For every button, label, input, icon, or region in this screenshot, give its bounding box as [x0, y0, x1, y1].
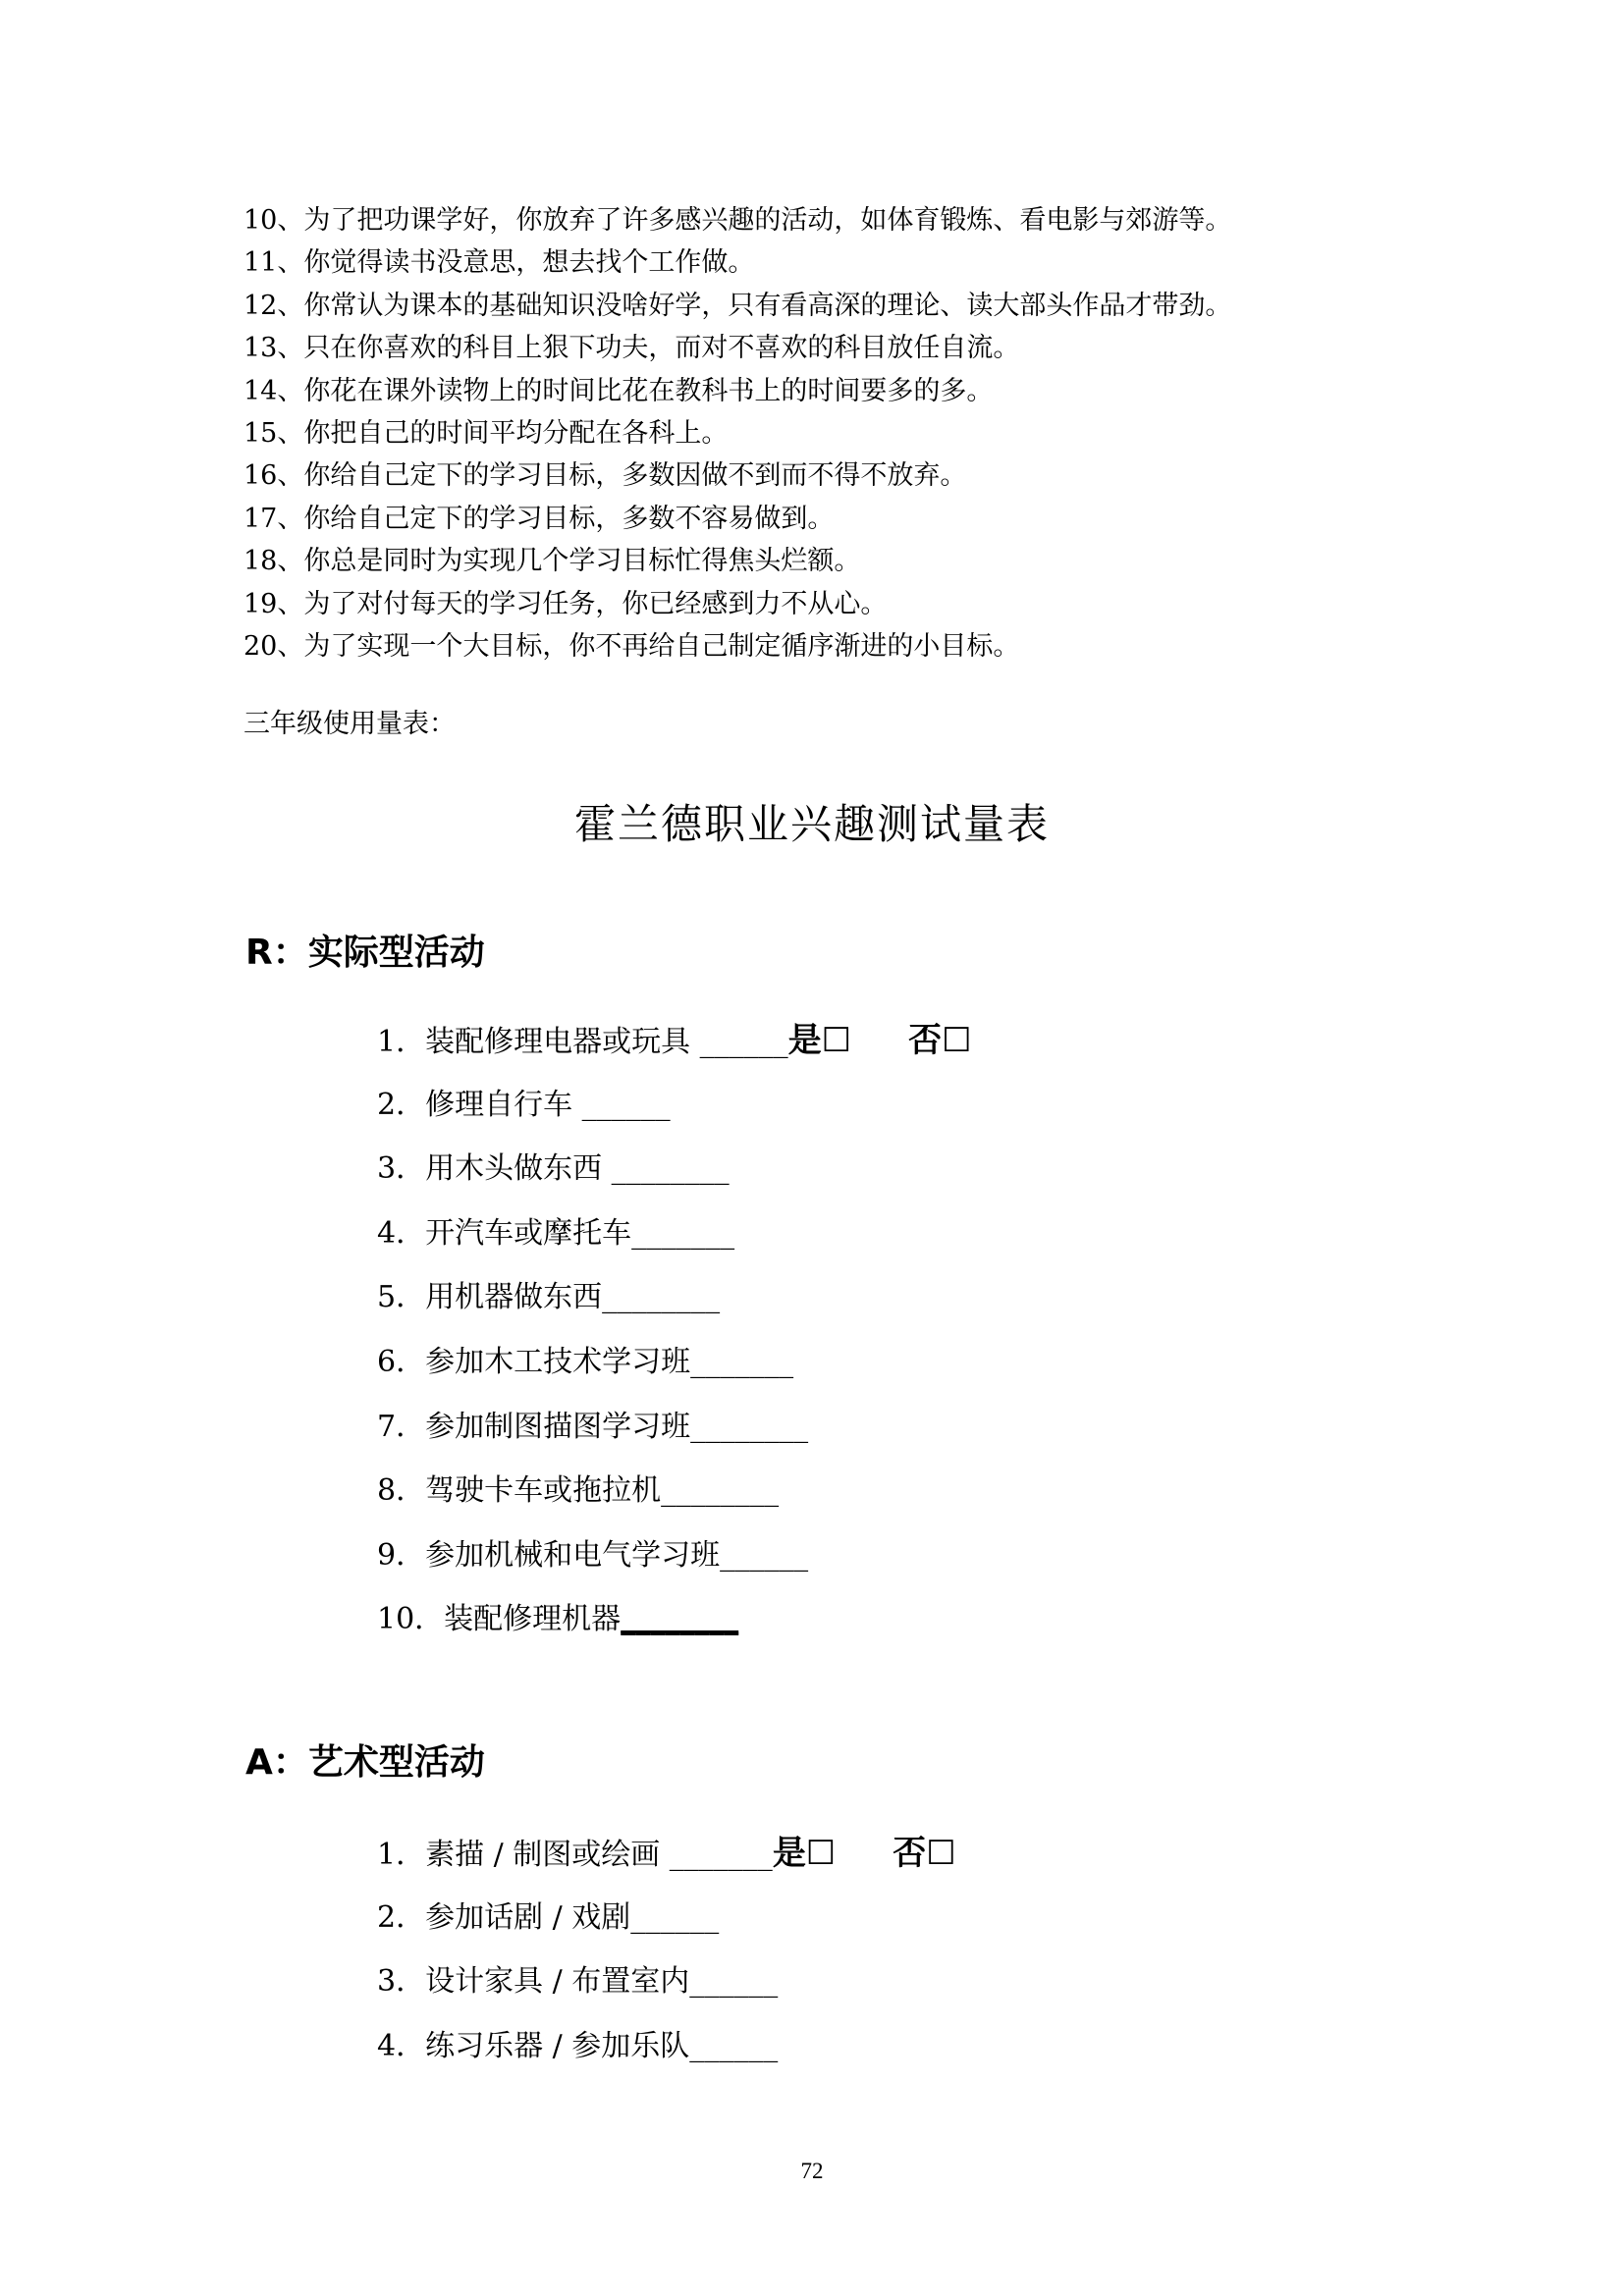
section-heading-realistic: R：实际型活动: [245, 933, 485, 973]
activity-item: [377, 1021, 972, 1086]
activity-item: 2．参加话剧 / 戏剧______: [377, 1899, 720, 1935]
question-item: 12、你常认为课本的基础知识没啥好学，只有看高深的理论、读大部头作品才带劲。: [244, 290, 1232, 321]
page-number: 72: [800, 2159, 824, 2183]
activity-item: [377, 1834, 956, 1898]
section-heading-artistic: A：艺术型活动: [245, 1742, 485, 1783]
question-item: 16、你给自己定下的学习目标，多数因做不到而不得不放弃。: [244, 460, 967, 492]
activity-item: [377, 1600, 972, 1665]
activity-text: 1．装配修理电器或玩具 ______: [377, 1025, 788, 1059]
artistic-activity-list: [377, 1834, 956, 2091]
activity-item: 8．驾驶卡车或拖拉机________: [377, 1473, 780, 1509]
question-list: [244, 199, 1231, 667]
question-item: 20、为了实现一个大目标，你不再给自己制定循序渐进的小目标。: [244, 630, 1020, 662]
realistic-activity-list: [377, 1021, 972, 1665]
activity-item: 3．设计家具 / 布置室内______: [377, 1964, 779, 2000]
yes-checkbox[interactable]: 是☐: [772, 1834, 837, 1873]
document-title: 霍兰德职业兴趣测试量表: [573, 800, 1050, 848]
no-checkbox[interactable]: 否☐: [893, 1834, 956, 1873]
question-item: 18、你总是同时为实现几个学习目标忙得焦头烂额。: [244, 546, 861, 577]
activity-text: 1．素描 / 制图或绘画 _______: [377, 1838, 773, 1872]
answer-blank[interactable]: ________: [621, 1602, 739, 1637]
activity-item: 4．开汽车或摩托车_______: [377, 1215, 735, 1251]
question-item: 10、为了把功课学好，你放弃了许多感兴趣的活动，如体育锻炼、看电影与郊游等。: [244, 205, 1232, 236]
question-item: 13、只在你喜欢的科目上狠下功夫，而对不喜欢的科目放任自流。: [244, 333, 1020, 364]
question-item: 11、你觉得读书没意思，想去找个工作做。: [244, 247, 755, 279]
activity-item: 3．用木头做东西 ________: [377, 1151, 730, 1187]
activity-item: 7．参加制图描图学习班________: [377, 1409, 809, 1444]
no-checkbox[interactable]: 否☐: [908, 1021, 972, 1060]
activity-item: 2．修理自行车 ______: [377, 1087, 671, 1122]
question-item: 17、你给自己定下的学习目标，多数不容易做到。: [244, 503, 835, 534]
scale-note: 三年级使用量表：: [244, 709, 456, 739]
activity-item: 6．参加木工技术学习班_______: [377, 1344, 794, 1379]
activity-item: 9．参加机械和电气学习班______: [377, 1537, 809, 1573]
question-item: 14、你花在课外读物上的时间比花在教科书上的时间要多的多。: [244, 375, 994, 406]
question-item: 15、你把自己的时间平均分配在各科上。: [244, 417, 729, 449]
activity-text: 10．装配修理机器: [377, 1602, 622, 1637]
activity-item: 5．用机器做东西________: [377, 1280, 721, 1315]
yes-checkbox[interactable]: 是☐: [787, 1021, 852, 1060]
activity-item: 4．练习乐器 / 参加乐队______: [377, 2028, 779, 2063]
question-item: 19、为了对付每天的学习任务，你已经感到力不从心。: [244, 588, 888, 619]
